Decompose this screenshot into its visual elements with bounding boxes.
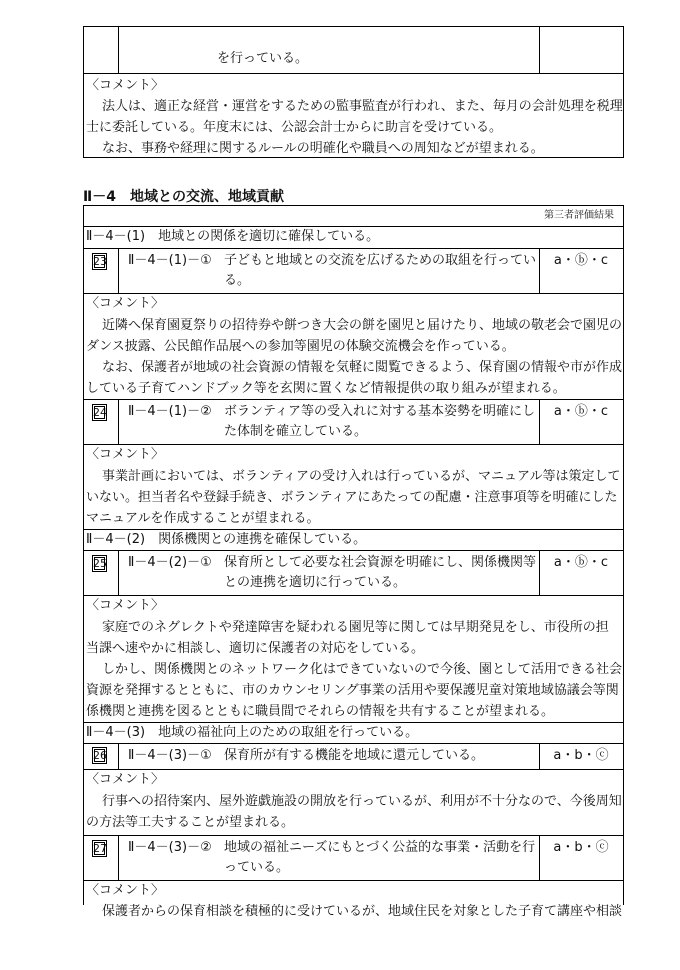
rating-scale: a・ⓑ・c — [553, 404, 609, 419]
item-title-cont: との連携を適切に行っている。 — [224, 575, 407, 590]
item-title: 保育所が有する機能を地域に還元している。 — [224, 748, 485, 763]
section-title: Ⅱ－4 地域との交流、地域貢献 — [83, 189, 284, 205]
item-code: Ⅱ－4－(3)－① — [128, 748, 212, 763]
rating-scale: a・ⓑ・c — [553, 253, 609, 268]
item-number-badge: 27 — [93, 842, 107, 855]
result-column-header: 第三者評価結果 — [544, 210, 614, 221]
item-title-cont: っている。 — [224, 860, 290, 875]
rating-scale: a・ⓑ・c — [553, 555, 609, 570]
item-title: ボランティア等の受入れに対する基本姿勢を明確にし — [224, 404, 535, 419]
comment-line: 法人は、適正な経営・運営をするための監事監査が行われ、また、毎月の会計処理を税理 — [102, 99, 623, 114]
rating-scale: a・b・ⓒ — [553, 748, 609, 763]
comment-line: なお、事務や経理に関するルールの明確化や職員への周知などが望まれる。 — [102, 141, 544, 156]
rating-c: c — [600, 555, 609, 570]
subsection-heading: Ⅱ－4－(2) 関係機関との連携を確保している。 — [86, 532, 367, 547]
rating-a: a — [553, 253, 562, 268]
prior-item-text: を行っている。 — [217, 51, 309, 66]
rating-c: c — [600, 404, 609, 419]
comment-line: 当課へ速やかに相談し、適切に保護者の対応をしている。 — [86, 641, 425, 656]
comment-line: ダンス披露、公民館作品展への参加等園児の体験交流機会を作っている。 — [86, 339, 515, 354]
rating-c: c — [600, 253, 609, 268]
item-title-cont: る。 — [224, 273, 251, 288]
rating-c-selected: ⓒ — [595, 840, 609, 855]
comment-line: している子育てハンドブック等を玄関に置くなど情報提供の取り組みが望まれる。 — [86, 381, 566, 396]
item-title-cont: た体制を確立している。 — [224, 424, 368, 439]
item-code: Ⅱ－4－(3)－② — [128, 840, 212, 855]
comment-header: 〈コメント〉 — [86, 883, 165, 898]
comment-line: の方法等工夫することが望まれる。 — [86, 815, 295, 830]
rating-scale: a・b・ⓒ — [553, 840, 609, 855]
comment-line: 係機関と連携を図るとともに職員間でそれらの情報を共有することが望まれる。 — [86, 704, 555, 719]
rating-b-selected: ⓑ — [574, 253, 588, 268]
comment-line: 資源を発揮するとともに、市のカウンセリング事業の活用や要保護児童対策地域協議会等関 — [86, 683, 619, 698]
comment-line: なお、保護者が地域の社会資源の情報を気軽に閲覧できるよう、保育園の情報や市が作成 — [102, 360, 623, 375]
item-number-badge: 23 — [93, 255, 107, 268]
rating-c-selected: ⓒ — [595, 748, 609, 763]
comment-line: いない。担当者名や登録手続き、ボランティアにあたっての配慮・注意事項等を明確にした — [86, 490, 618, 505]
item-title: 子どもと地域との交流を広げるための取組を行ってい — [224, 253, 537, 268]
item-number-badge: 25 — [93, 557, 107, 570]
item-number-badge: 26 — [93, 749, 107, 762]
comment-header: 〈コメント〉 — [86, 447, 165, 462]
item-number-badge: 24 — [93, 406, 107, 419]
rating-a: a — [553, 555, 562, 570]
item-code: Ⅱ－4－(1)－② — [128, 404, 212, 419]
comment-header: 〈コメント〉 — [86, 772, 165, 787]
comment-line: 近隣へ保育園夏祭りの招待券や餅つき大会の餅を園児と届けたり、地域の敬老会で園児の — [102, 318, 623, 333]
rating-b: b — [574, 748, 583, 763]
item-code: Ⅱ－4－(1)－① — [128, 253, 212, 268]
comment-line: 保護者からの保育相談を積極的に受けているが、地域住民を対象とした子育て講座や相談 — [102, 904, 623, 919]
comment-line: 事業計画においては、ボランティアの受け入れは行っているが、マニュアル等は策定して — [102, 469, 621, 484]
comment-header: 〈コメント〉 — [86, 598, 165, 613]
rating-b-selected: ⓑ — [574, 404, 588, 419]
item-code: Ⅱ－4－(2)－① — [128, 555, 212, 570]
item-title: 地域の福祉ニーズにもとづく公益的な事業・活動を行 — [224, 840, 536, 855]
subsection-heading: Ⅱ－4－(3) 地域の福祉向上のための取組を行っている。 — [86, 725, 419, 740]
rating-a: a — [553, 404, 562, 419]
rating-b-selected: ⓑ — [574, 555, 588, 570]
subsection-heading: Ⅱ－4－(1) 地域との関係を適切に確保している。 — [86, 229, 380, 244]
comment-header: 〈コメント〉 — [86, 296, 165, 311]
comment-line: 行事への招待案内、屋外遊戯施設の開放を行っているが、利用が不十分なので、今後周知 — [102, 794, 622, 809]
rating-a: a — [553, 840, 562, 855]
item-title: 保育所として必要な社会資源を明確にし、関係機関等 — [224, 555, 537, 570]
prior-item-box — [83, 26, 624, 158]
comment-line: マニュアルを作成することが望まれる。 — [86, 511, 320, 526]
rating-b: b — [574, 840, 583, 855]
comment-header: 〈コメント〉 — [86, 78, 165, 93]
rating-a: a — [553, 748, 562, 763]
comment-line: 士に委託している。年度末には、公認会計士からに助言を受けている。 — [86, 120, 503, 135]
comment-line: 家庭でのネグレクトや発達障害を疑われる園児等に関しては早期発見をし、市役所の担 — [102, 620, 609, 635]
evaluation-table — [83, 205, 624, 919]
comment-line: しかし、関係機関とのネットワーク化はできていないので今後、園として活用できる社会 — [102, 662, 623, 677]
